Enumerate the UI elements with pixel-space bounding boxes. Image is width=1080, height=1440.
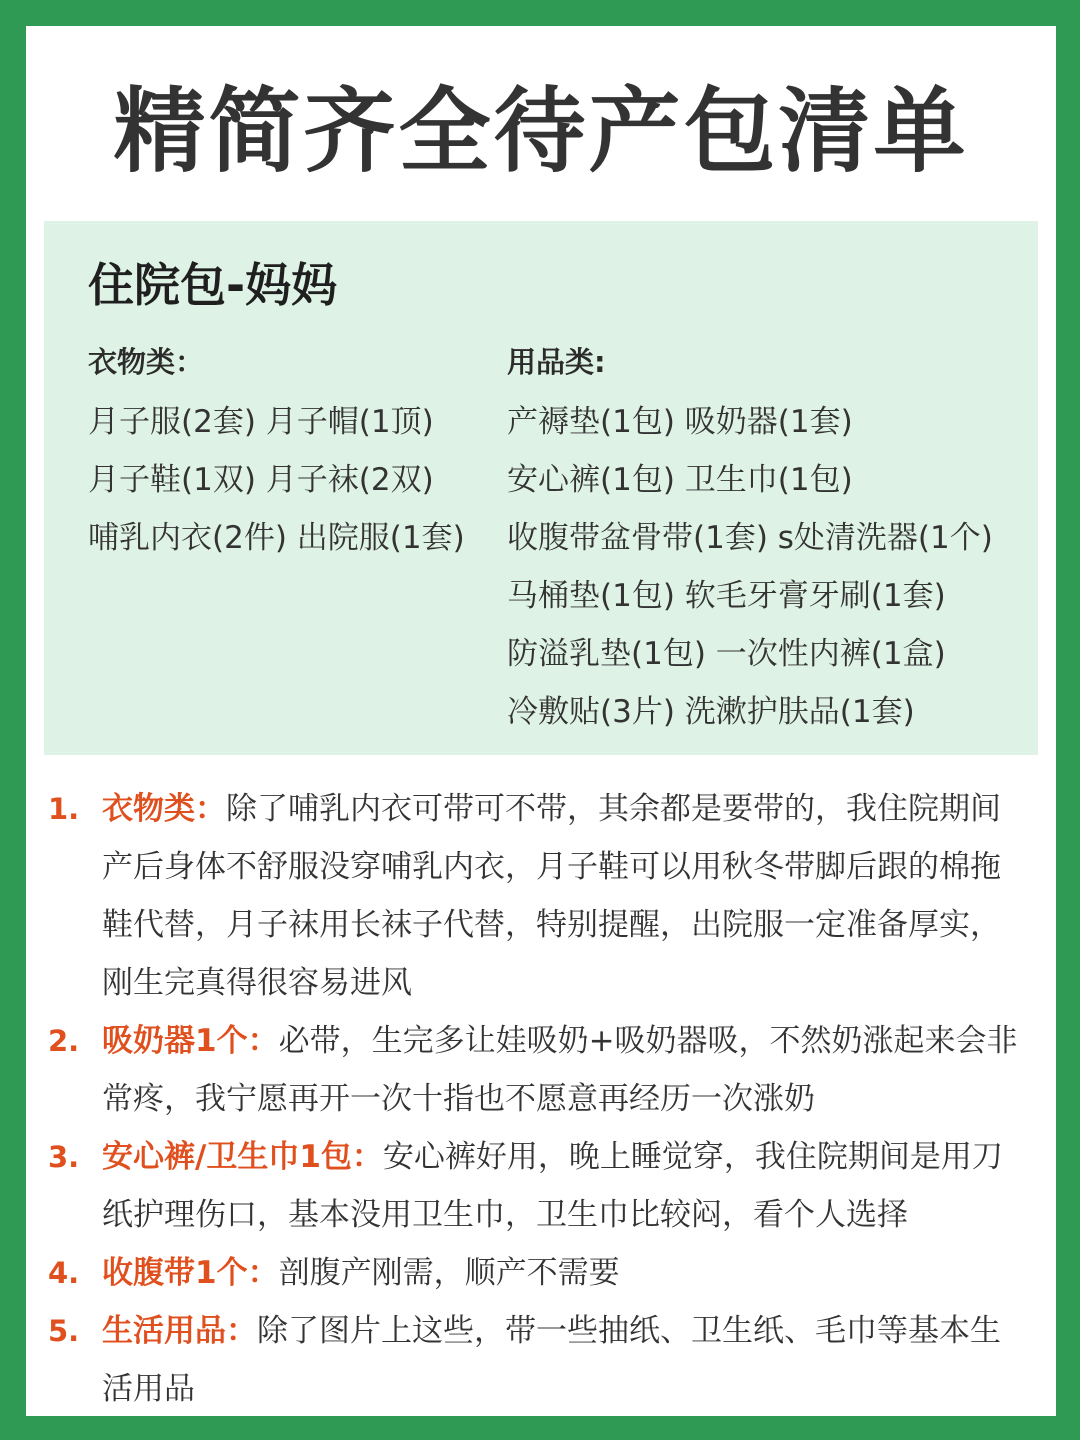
note-item: [44, 1302, 1024, 1418]
supplies-header: 用品类:: [507, 345, 606, 379]
supplies-item-line: 冷敷贴(3片) 洗漱护肤品(1套): [507, 694, 915, 730]
note-label: 衣物类：: [102, 791, 226, 827]
note-item: [44, 1244, 1024, 1302]
clothing-header: 衣物类：: [88, 345, 205, 379]
supplies-item-line: 安心裤(1包) 卫生巾(1包): [507, 462, 853, 498]
note-item: [44, 1012, 1024, 1128]
note-number: 5.: [48, 1314, 80, 1348]
note-number: 4.: [48, 1256, 80, 1290]
note-number: 3.: [48, 1140, 80, 1174]
note-item: [44, 780, 1024, 1012]
hospital-bag-mom-panel: [44, 221, 1038, 755]
checklist-card: [26, 26, 1056, 1416]
note-label: 生活用品：: [102, 1313, 257, 1349]
note-number: 1.: [48, 792, 80, 826]
note-number: 2.: [48, 1024, 80, 1058]
supplies-item-line: 马桶垫(1包) 软毛牙膏牙刷(1套): [507, 578, 946, 614]
note-label: 收腹带1个：: [102, 1255, 279, 1291]
note-text: 剖腹产刚需，顺产不需要: [278, 1255, 620, 1291]
note-item: [44, 1128, 1024, 1244]
supplies-item-line: 防溢乳垫(1包) 一次性内裤(1盒): [507, 636, 946, 672]
note-text: 除了图片上这些，带一些抽纸、卫生纸、毛巾等基本生活用品: [102, 1313, 1001, 1407]
clothing-item-line: 月子鞋(1双) 月子袜(2双): [88, 462, 434, 498]
clothing-item-line: 月子服(2套) 月子帽(1顶): [88, 404, 434, 440]
supplies-item-line: 收腹带盆骨带(1套) s处清洗器(1个): [507, 520, 993, 556]
note-text: 除了哺乳内衣可带可不带，其余都是要带的，我住院期间产后身体不舒服没穿哺乳内衣，月子鞋可以用秋冬带脚后跟的棉拖鞋代替，月子袜用长袜子代替，特别提醒，出院服一定准备厚实，刚生完真得很容易进风: [102, 791, 1001, 1001]
note-text: 必带，生完多让娃吸奶+吸奶器吸，不然奶涨起来会非常疼，我宁愿再开一次十指也不愿意再经历一次涨奶: [102, 1023, 1018, 1117]
note-label: 安心裤/卫生巾1包：: [102, 1139, 383, 1175]
note-label: 吸奶器1个：: [102, 1023, 279, 1059]
note-text: 安心裤好用，晚上睡觉穿，我住院期间是用刀纸护理伤口，基本没用卫生巾，卫生巾比较闷，看个人选择: [102, 1139, 1003, 1233]
section-title: 住院包-妈妈: [88, 258, 338, 312]
clothing-column: [88, 339, 508, 567]
clothing-item-line: 哺乳内衣(2件) 出院服(1套): [88, 520, 465, 556]
page-title: 精简齐全待产包清单: [113, 78, 969, 185]
supplies-column: [507, 339, 1027, 741]
supplies-item-line: 产褥垫(1包) 吸奶器(1套): [507, 404, 853, 440]
notes-list: [44, 780, 1024, 1418]
